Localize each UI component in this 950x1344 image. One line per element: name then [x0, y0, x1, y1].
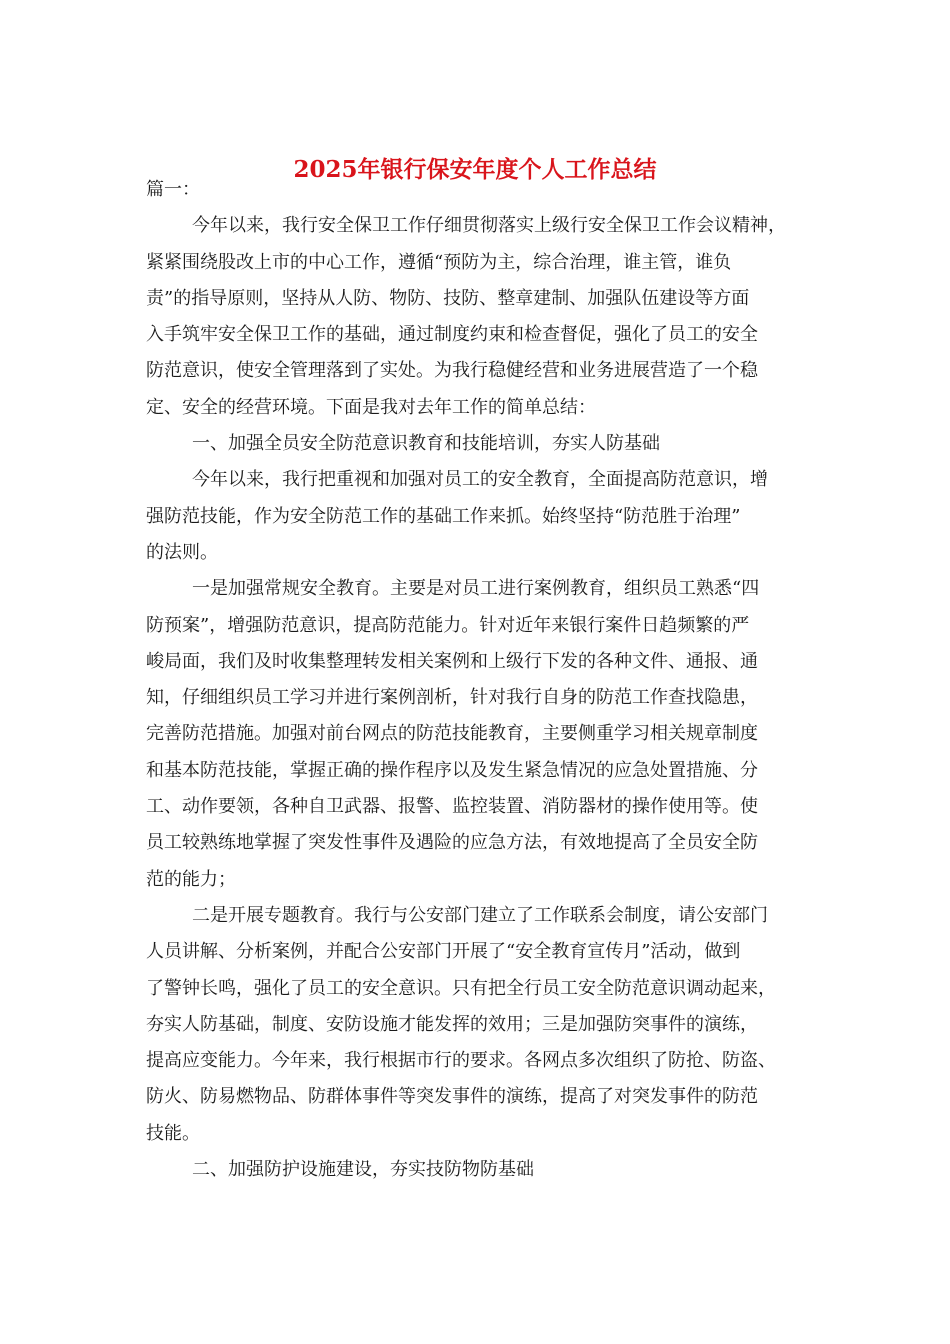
text-line: 强防范技能，作为安全防范工作的基础工作来抓。始终坚持“防范胜于治理”	[146, 505, 741, 527]
text-line: 的法则。	[146, 541, 218, 563]
text-line: 一是加强常规安全教育。主要是对员工进行案例教育，组织员工熟悉“四	[192, 578, 760, 600]
text-line: 夯实人防基础，制度、安防设施才能发挥的效用；三是加强防突事件的演练，	[146, 1013, 758, 1035]
text-line: 责”的指导原则，坚持从人防、物防、技防、整章建制、加强队伍建设等方面	[146, 287, 750, 309]
document-body	[146, 172, 814, 1188]
text-line: 防范意识，使安全管理落到了实处。为我行稳健经营和业务进展营造了一个稳	[146, 360, 758, 382]
document-title: 2025年银行保安年度个人工作总结	[293, 156, 657, 183]
text-line: 今年以来，我行安全保卫工作仔细贯彻落实上级行安全保卫工作会议精神，	[192, 215, 786, 237]
text-line: 二是开展专题教育。我行与公安部门建立了工作联系会制度，请公安部门	[192, 904, 768, 926]
text-line: 范的能力；	[146, 868, 236, 890]
text-line: 人员讲解、分析案例，并配合公安部门开展了“安全教育宣传月”活动，做到	[146, 941, 741, 963]
text-line: 一、加强全员安全防范意识教育和技能培训，夯实人防基础	[192, 433, 660, 455]
text-line: 了警钟长鸣，强化了员工的安全意识。只有把全行员工安全防范意识调动起来，	[146, 977, 776, 999]
text-line: 篇一：	[146, 179, 200, 200]
text-line: 技能。	[146, 1122, 200, 1144]
text-line: 紧紧围绕股改上市的中心工作，遵循“预防为主，综合治理，谁主管，谁负	[146, 251, 732, 273]
text-line: 和基本防范技能，掌握正确的操作程序以及发生紧急情况的应急处置措施、分	[146, 759, 758, 781]
text-line: 防火、防易燃物品、防群体事件等突发事件的演练，提高了对突发事件的防范	[146, 1086, 758, 1108]
text-line: 工、动作要领，各种自卫武器、报警、监控装置、消防器材的操作使用等。使	[146, 796, 758, 818]
text-line: 定、安全的经营环境。下面是我对去年工作的简单总结：	[146, 396, 596, 418]
text-line: 提高应变能力。今年来，我行根据市行的要求。各网点多次组织了防抢、防盗、	[146, 1050, 776, 1072]
text-line: 入手筑牢安全保卫工作的基础，通过制度约束和检查督促，强化了员工的安全	[146, 324, 758, 346]
text-line: 峻局面，我们及时收集整理转发相关案例和上级行下发的各种文件、通报、通	[146, 650, 758, 672]
text-line: 今年以来，我行把重视和加强对员工的安全教育，全面提高防范意识，增	[192, 469, 768, 491]
text-line: 员工较熟练地掌握了突发性事件及遇险的应急方法，有效地提高了全员安全防	[146, 832, 758, 854]
text-line: 二、加强防护设施建设，夯实技防物防基础	[192, 1159, 534, 1181]
text-line: 知，仔细组织员工学习并进行案例剖析，针对我行自身的防范工作查找隐患，	[146, 687, 758, 709]
text-line: 防预案”，增强防范意识，提高防范能力。针对近年来银行案件日趋频繁的严	[146, 614, 750, 636]
text-line: 完善防范措施。加强对前台网点的防范技能教育，主要侧重学习相关规章制度	[146, 723, 758, 745]
